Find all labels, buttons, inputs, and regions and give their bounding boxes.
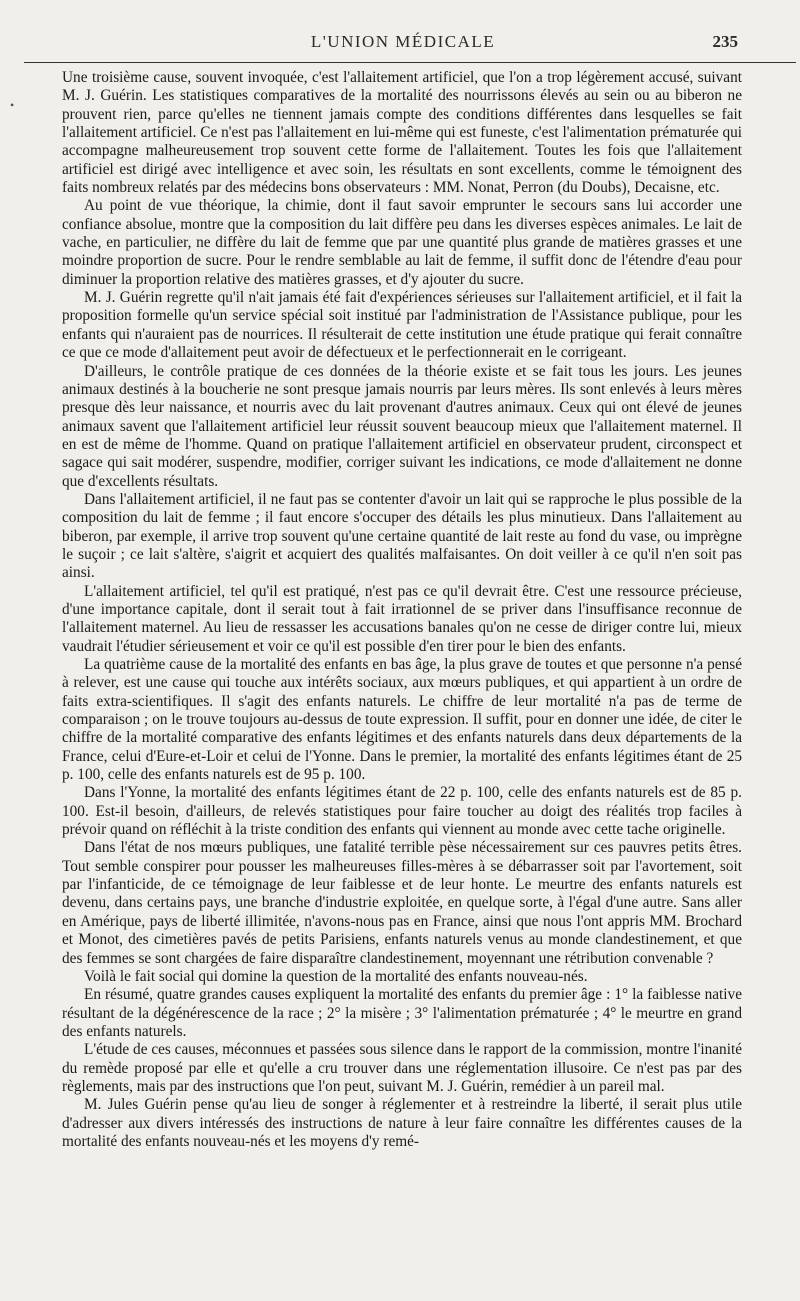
paragraph: M. J. Guérin regrette qu'il n'ait jamais été fait d'expériences sérieuses sur l'allaitement artificiel, et il fait la proposition formelle qu'un service spécial soit institué par l'administration de l'Assistance publique, pour les enfants qui n'auraient pas de nourrices. Il résulterait de cette institution une étude pratique qui ferait connaître ce que ce mode d'allaitement peut avoir de défectueux et le perfectionnerait en le corrigeant. bbox=[62, 289, 742, 362]
paragraph: En résumé, quatre grandes causes expliquent la mortalité des enfants du premier âge : 1° la faiblesse native résultant de la dégénérescence de la race ; 2° la misère ; 3° l'alimentation prématurée ; 4° le meurtre en grand des enfants naturels. bbox=[62, 986, 742, 1040]
paragraph: M. Jules Guérin pense qu'au lieu de songer à réglementer et à restreindre la liberté, il serait plus utile d'adresser aux divers intéressés des instructions de nature à leur faire connaître les différentes causes de la mortalité des enfants nouveau-nés et les moyens d'y remé- bbox=[62, 1096, 742, 1150]
paragraph: Dans l'allaitement artificiel, il ne faut pas se contenter d'avoir un lait qui se rapproche le plus possible de la composition du lait de femme ; il faut encore s'occuper des détails les plus minutieux. Dans l'allaitement au biberon, par exemple, il arrive trop souvent qu'une certaine quantité de lait reste au fond du vase, ou imprègne le suçoir ; ce lait s'altère, s'aigrit et acquiert des qualités malfaisantes. On doit veiller à ce qu'il n'en soit pas ainsi. bbox=[62, 490, 742, 582]
paragraph: L'allaitement artificiel, tel qu'il est pratiqué, n'est pas ce qu'il devrait être. C'est une ressource précieuse, d'une importance capitale, dont il serait tout à fait irrationnel de se priver dans l'insuffisance reconnue de l'allaitement maternel. Au lieu de ressasser les accusations banales qu'on ne cesse de diriger contre lui, mieux vaudrait l'étudier sérieusement et voir ce qu'il est possible d'en tirer pour le bien des enfants. bbox=[62, 582, 742, 655]
page-header bbox=[62, 0, 744, 58]
header-rule bbox=[24, 62, 796, 63]
paragraph: Dans l'Yonne, la mortalité des enfants légitimes étant de 22 p. 100, celle des enfants naturels est de 85 p. 100. Est-il besoin, d'ailleurs, de relevés statistiques pour faire toucher au doigt des réalités trop faciles à prévoir quand on réfléchit à la triste condition des enfants qui viennent au monde avec cette tache originelle. bbox=[62, 784, 742, 839]
paragraph: Au point de vue théorique, la chimie, dont il faut savoir emprunter le secours sans lui accorder une confiance absolue, montre que la composition du lait diffère peu dans les diverses espèces animales. Le lait de vache, en particulier, ne diffère du lait de femme que par une quantité plus grande de matières grasses et une moindre proportion de sucre. Pour le rendre semblable au lait de femme, il suffit donc de l'étendre d'eau pour diminuer la proportion relative des matières grasses, et d'y ajouter du sucre. bbox=[62, 197, 742, 288]
running-title: L'UNION MÉDICALE bbox=[310, 32, 496, 51]
paragraph: D'ailleurs, le contrôle pratique de ces données de la théorie existe et se fait tous les jours. Les jeunes animaux destinés à la boucherie ne sont presque jamais nourris par leurs mères. Ils sont enlevés à leurs mères presque dès leur naissance, et nourris avec du lait provenant d'autres animaux. Ceux qui ont élevé de jeunes animaux savent que l'allaitement artificiel leur réussit souvent beaucoup mieux que l'allaitement maternel. Il en est de même de l'homme. Quand on pratique l'allaitement artificiel en observateur prudent, circonspect et sagace qui sait modérer, suspendre, modifier, corriger suivant les indications, ce mode d'allaitement ne donne que d'excellents résultats. bbox=[62, 362, 742, 490]
page-number: 235 bbox=[712, 32, 738, 51]
paragraph: Voilà le fait social qui domine la question de la mortalité des enfants nouveau-nés. bbox=[84, 967, 588, 985]
body-text bbox=[62, 69, 742, 1151]
paragraph: Une troisième cause, souvent invoquée, c'est l'allaitement artificiel, que l'on a trop légèrement accusé, suivant M. J. Guérin. Les statistiques comparatives de la mortalité des nourrissons élevés au sein ou au biberon ne prouvent rien, parce qu'elles ne tiennent jamais compte des conditions différentes dans lesquelles se fait l'allaitement artificiel. Ce n'est pas l'allaitement en lui-même qui est funeste, c'est l'alimentation prématurée qui accompagne malheureusement trop souvent cette forme de l'allaitement. Toutes les fois que l'allaitement artificiel est dirigé avec intelligence et avec soin, les résultats en sont excellents, comme le témoignent des faits nombreux relatés par des médecins bons observateurs : MM. Nonat, Perron (du Doubs), Decaisne, etc. bbox=[62, 69, 742, 197]
paragraph: L'étude de ces causes, méconnues et passées sous silence dans le rapport de la commission, montre l'inanité du remède proposé par elle et qu'elle a cru trouver dans une réglementation illusoire. Ce n'est pas par des règlements, mais par des instructions que l'on peut, suivant M. J. Guérin, remédier à un pareil mal. bbox=[62, 1041, 742, 1095]
paragraph: La quatrième cause de la mortalité des enfants en bas âge, la plus grave de toutes et que personne n'a pensé à relever, est une cause qui touche aux intérêts sociaux, aux mœurs publiques, et qui appartient à un ordre de faits extra-scientifiques. Il s'agit des enfants naturels. Le chiffre de leur mortalité n'a pas de terme de comparaison ; on le trouve toujours au-dessus de toute expression. Il suffit, pour en donner une idée, de citer le chiffre de la mortalité comparative des enfants légitimes et des enfants naturels dans deux départements de la France, celui d'Eure-et-Loir et celui de l'Yonne. Dans le premier, la mortalité des enfants légitimes étant de 25 p. 100, celle des enfants naturels est de 95 p. 100. bbox=[62, 656, 742, 784]
margin-dot: • bbox=[10, 98, 15, 112]
paragraph: Dans l'état de nos mœurs publiques, une fatalité terrible pèse nécessairement sur ces pauvres petits êtres. Tout semble conspirer pour pousser les malheureuses filles-mères à se débarrasser soit par l'avortement, soit par l'infanticide, de ce témoignage de leur faiblesse et de leur honte. Le meurtre des enfants naturels est devenu, dans certains pays, une branche d'industrie exploitée, en quelque sorte, à l'égal d'une autre. Sans aller en Amérique, pays de liberté illimitée, n'avons-nous pas en France, ainsi que nous l'ont appris MM. Brochard et Monot, des cimetières pavés de petits Parisiens, enfants naturels venus au monde clandestinement, et que des femmes se sont chargées de faire disparaître clandestinement, moyennant une rétribution convenable ? bbox=[62, 839, 742, 967]
